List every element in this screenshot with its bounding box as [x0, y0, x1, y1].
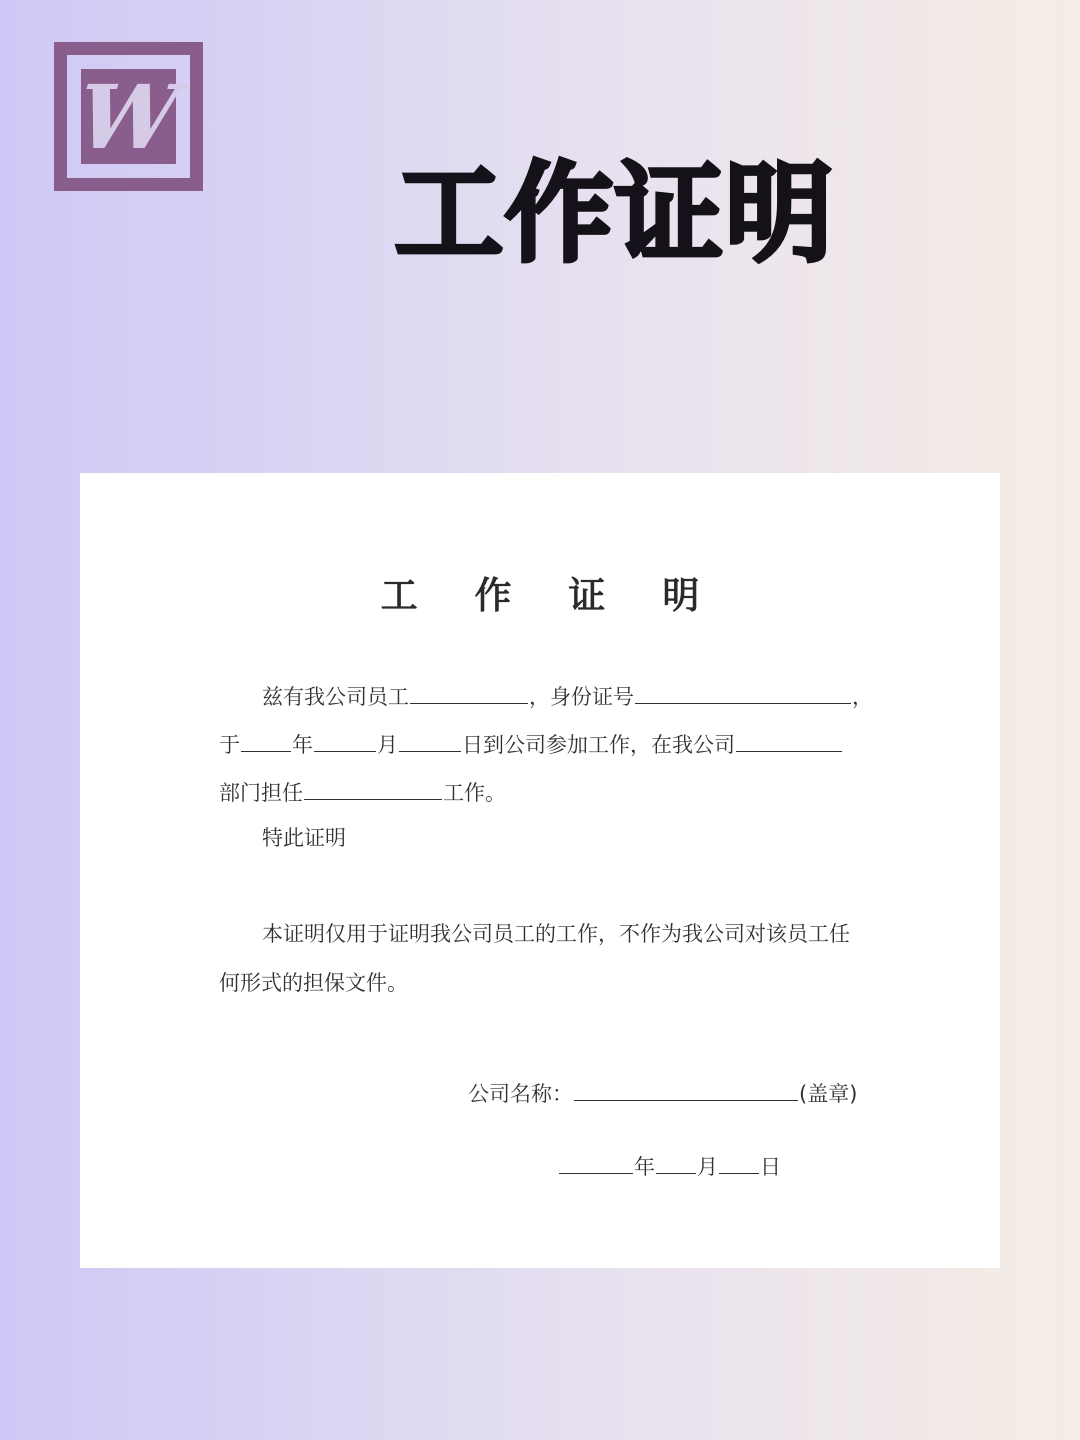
line1-text-a: 兹有我公司员工: [262, 685, 409, 709]
line1-text-c: ，: [852, 685, 873, 709]
company-name-line: [468, 1081, 857, 1105]
start-year-blank[interactable]: [241, 732, 291, 752]
paragraph-line-1: [262, 684, 873, 708]
line3-text-b: 工作。: [443, 781, 506, 805]
line3-text-a: 部门担任: [219, 781, 303, 805]
sign-day-blank[interactable]: [719, 1154, 759, 1174]
line2-text-d: 日到公司参加工作，在我公司: [462, 733, 735, 757]
page-title: 工作证明: [395, 152, 836, 277]
employee-name-blank[interactable]: [410, 684, 528, 704]
company-name-label: 公司名称：: [468, 1082, 573, 1106]
line2-text-a: 于: [219, 733, 240, 757]
disclaimer-line-2: 何形式的担保文件。: [219, 971, 408, 995]
date-line: [558, 1154, 781, 1178]
line2-text-b: 年: [292, 733, 313, 757]
document-title: 工 作 证 明: [380, 574, 722, 617]
start-month-blank[interactable]: [314, 732, 376, 752]
sign-month-blank[interactable]: [656, 1154, 696, 1174]
stamp-label: (盖章): [799, 1082, 858, 1106]
paragraph-line-3: [219, 780, 506, 804]
paragraph-line-2: [219, 732, 843, 756]
certify-line: 特此证明: [262, 826, 346, 850]
line1-text-b: ，身份证号: [529, 685, 634, 709]
position-blank[interactable]: [304, 780, 442, 800]
date-year-label: 年: [634, 1155, 655, 1179]
date-month-label: 月: [697, 1155, 718, 1179]
start-day-blank[interactable]: [399, 732, 461, 752]
department-blank[interactable]: [736, 732, 842, 752]
logo-letter: W: [73, 64, 184, 169]
disclaimer-line-1: 本证明仅用于证明我公司员工的工作，不作为我公司对该员工任: [262, 922, 850, 946]
document-page: [80, 473, 1000, 1268]
sign-year-blank[interactable]: [559, 1154, 633, 1174]
line2-text-c: 月: [377, 733, 398, 757]
word-logo-icon: [54, 42, 203, 191]
id-number-blank[interactable]: [635, 684, 851, 704]
company-name-blank[interactable]: [574, 1081, 798, 1101]
date-day-label: 日: [760, 1155, 781, 1179]
